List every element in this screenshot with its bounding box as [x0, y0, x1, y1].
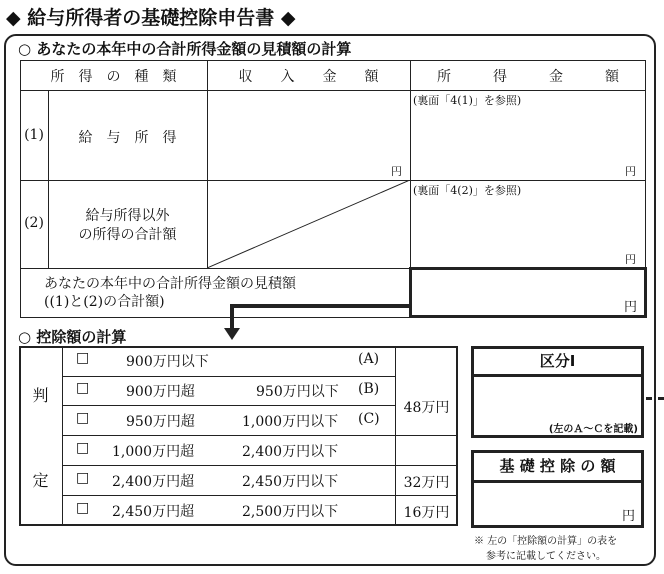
row-d-from: 1,000万円超: [112, 444, 195, 460]
row-b-mark: (B): [358, 381, 380, 397]
deduction-amount-16: 16万円: [403, 505, 450, 521]
row-a-mark: (A): [358, 351, 380, 367]
checkbox-d[interactable]: □: [76, 440, 90, 456]
footnote-line2: 参考に記載してください。: [486, 551, 606, 562]
row1-amount-unit: 円: [625, 165, 636, 178]
section1-heading: [18, 38, 351, 59]
down-arrow-icon: [220, 290, 420, 350]
note-mark-icon: ※: [474, 536, 484, 547]
diamond-icon: ◆: [280, 7, 296, 29]
section2-heading-text: 控除額の計算: [36, 328, 127, 346]
col-header-income: 収 入 金 額: [238, 69, 379, 85]
deduction-amount-48: 48万円: [403, 400, 450, 416]
row-a-from: 900万円以下: [126, 354, 209, 370]
checkbox-c[interactable]: □: [76, 410, 90, 426]
row-b-to: 950万円以下: [256, 384, 339, 400]
row1-number: (1): [24, 127, 44, 143]
kiso-unit: 円: [622, 509, 636, 524]
kiso-label: 基 礎 控 除 の 額: [499, 457, 616, 475]
row-e-from: 2,400万円超: [112, 474, 195, 490]
checkbox-b[interactable]: □: [76, 380, 90, 396]
row-c-mark: (C): [358, 411, 380, 427]
deduction-amount-32: 32万円: [403, 475, 450, 491]
judge-label-top: 判: [32, 386, 49, 405]
col-header-amount: 所 得 金 額: [437, 69, 619, 85]
judge-label-bottom: 定: [32, 471, 49, 490]
kiso-input[interactable]: [474, 483, 641, 525]
row-c-from: 950万円超: [126, 414, 195, 430]
row2-label-line1: 給与所得以外: [85, 208, 170, 224]
section1-heading-text: あなたの本年中の合計所得金額の見積額の計算: [36, 40, 352, 58]
checkbox-e[interactable]: □: [76, 470, 90, 486]
dashed-connector: [646, 397, 664, 400]
footnote-text-1: 左の「控除額の計算」の表を: [487, 536, 618, 547]
checkbox-f[interactable]: □: [76, 500, 90, 516]
row-e-to: 2,450万円以下: [242, 474, 339, 490]
row1-reference: (裏面「4(1)」を参照): [413, 94, 522, 107]
row-d-to: 2,400万円以下: [242, 444, 339, 460]
row1-income-unit: 円: [391, 165, 402, 178]
row2-number: (2): [24, 215, 44, 231]
row-c-to: 1,000万円以下: [242, 414, 339, 430]
circle-bullet-icon: ○: [18, 40, 32, 58]
footnote-line1: [474, 532, 617, 547]
row-f-to: 2,500万円以下: [242, 504, 339, 520]
diamond-icon: ◆: [6, 7, 21, 29]
checkbox-a[interactable]: □: [76, 350, 90, 366]
row-f-from: 2,450万円超: [112, 504, 195, 520]
kubun-label: 区分Ⅰ: [539, 352, 576, 370]
diagonal-line: [207, 180, 410, 268]
total-unit: 円: [624, 300, 638, 315]
page-title: [6, 3, 296, 30]
row-b-from: 900万円超: [126, 384, 195, 400]
kubun-hint: (左のＡ～Ｃを記載): [548, 424, 638, 435]
row1-label: 給 与 所 得: [78, 130, 177, 146]
title-text: 給与所得者の基礎控除申告書: [27, 7, 275, 29]
row2-reference: (裏面「4(2)」を参照): [413, 184, 522, 197]
row2-amount-unit: 円: [625, 253, 636, 266]
circle-bullet-icon: ○: [18, 328, 32, 346]
total-label-line2: ((1)と(2)の合計額): [44, 294, 165, 310]
row2-label-line2: の所得の合計額: [78, 227, 177, 243]
total-amount-field[interactable]: [409, 267, 647, 318]
col-header-kind: 所 得 の 種 類: [50, 69, 177, 85]
deduction-table: [19, 346, 458, 526]
total-label-line1: あなたの本年中の合計所得金額の見積額: [44, 276, 296, 292]
section2-heading: [18, 326, 126, 347]
